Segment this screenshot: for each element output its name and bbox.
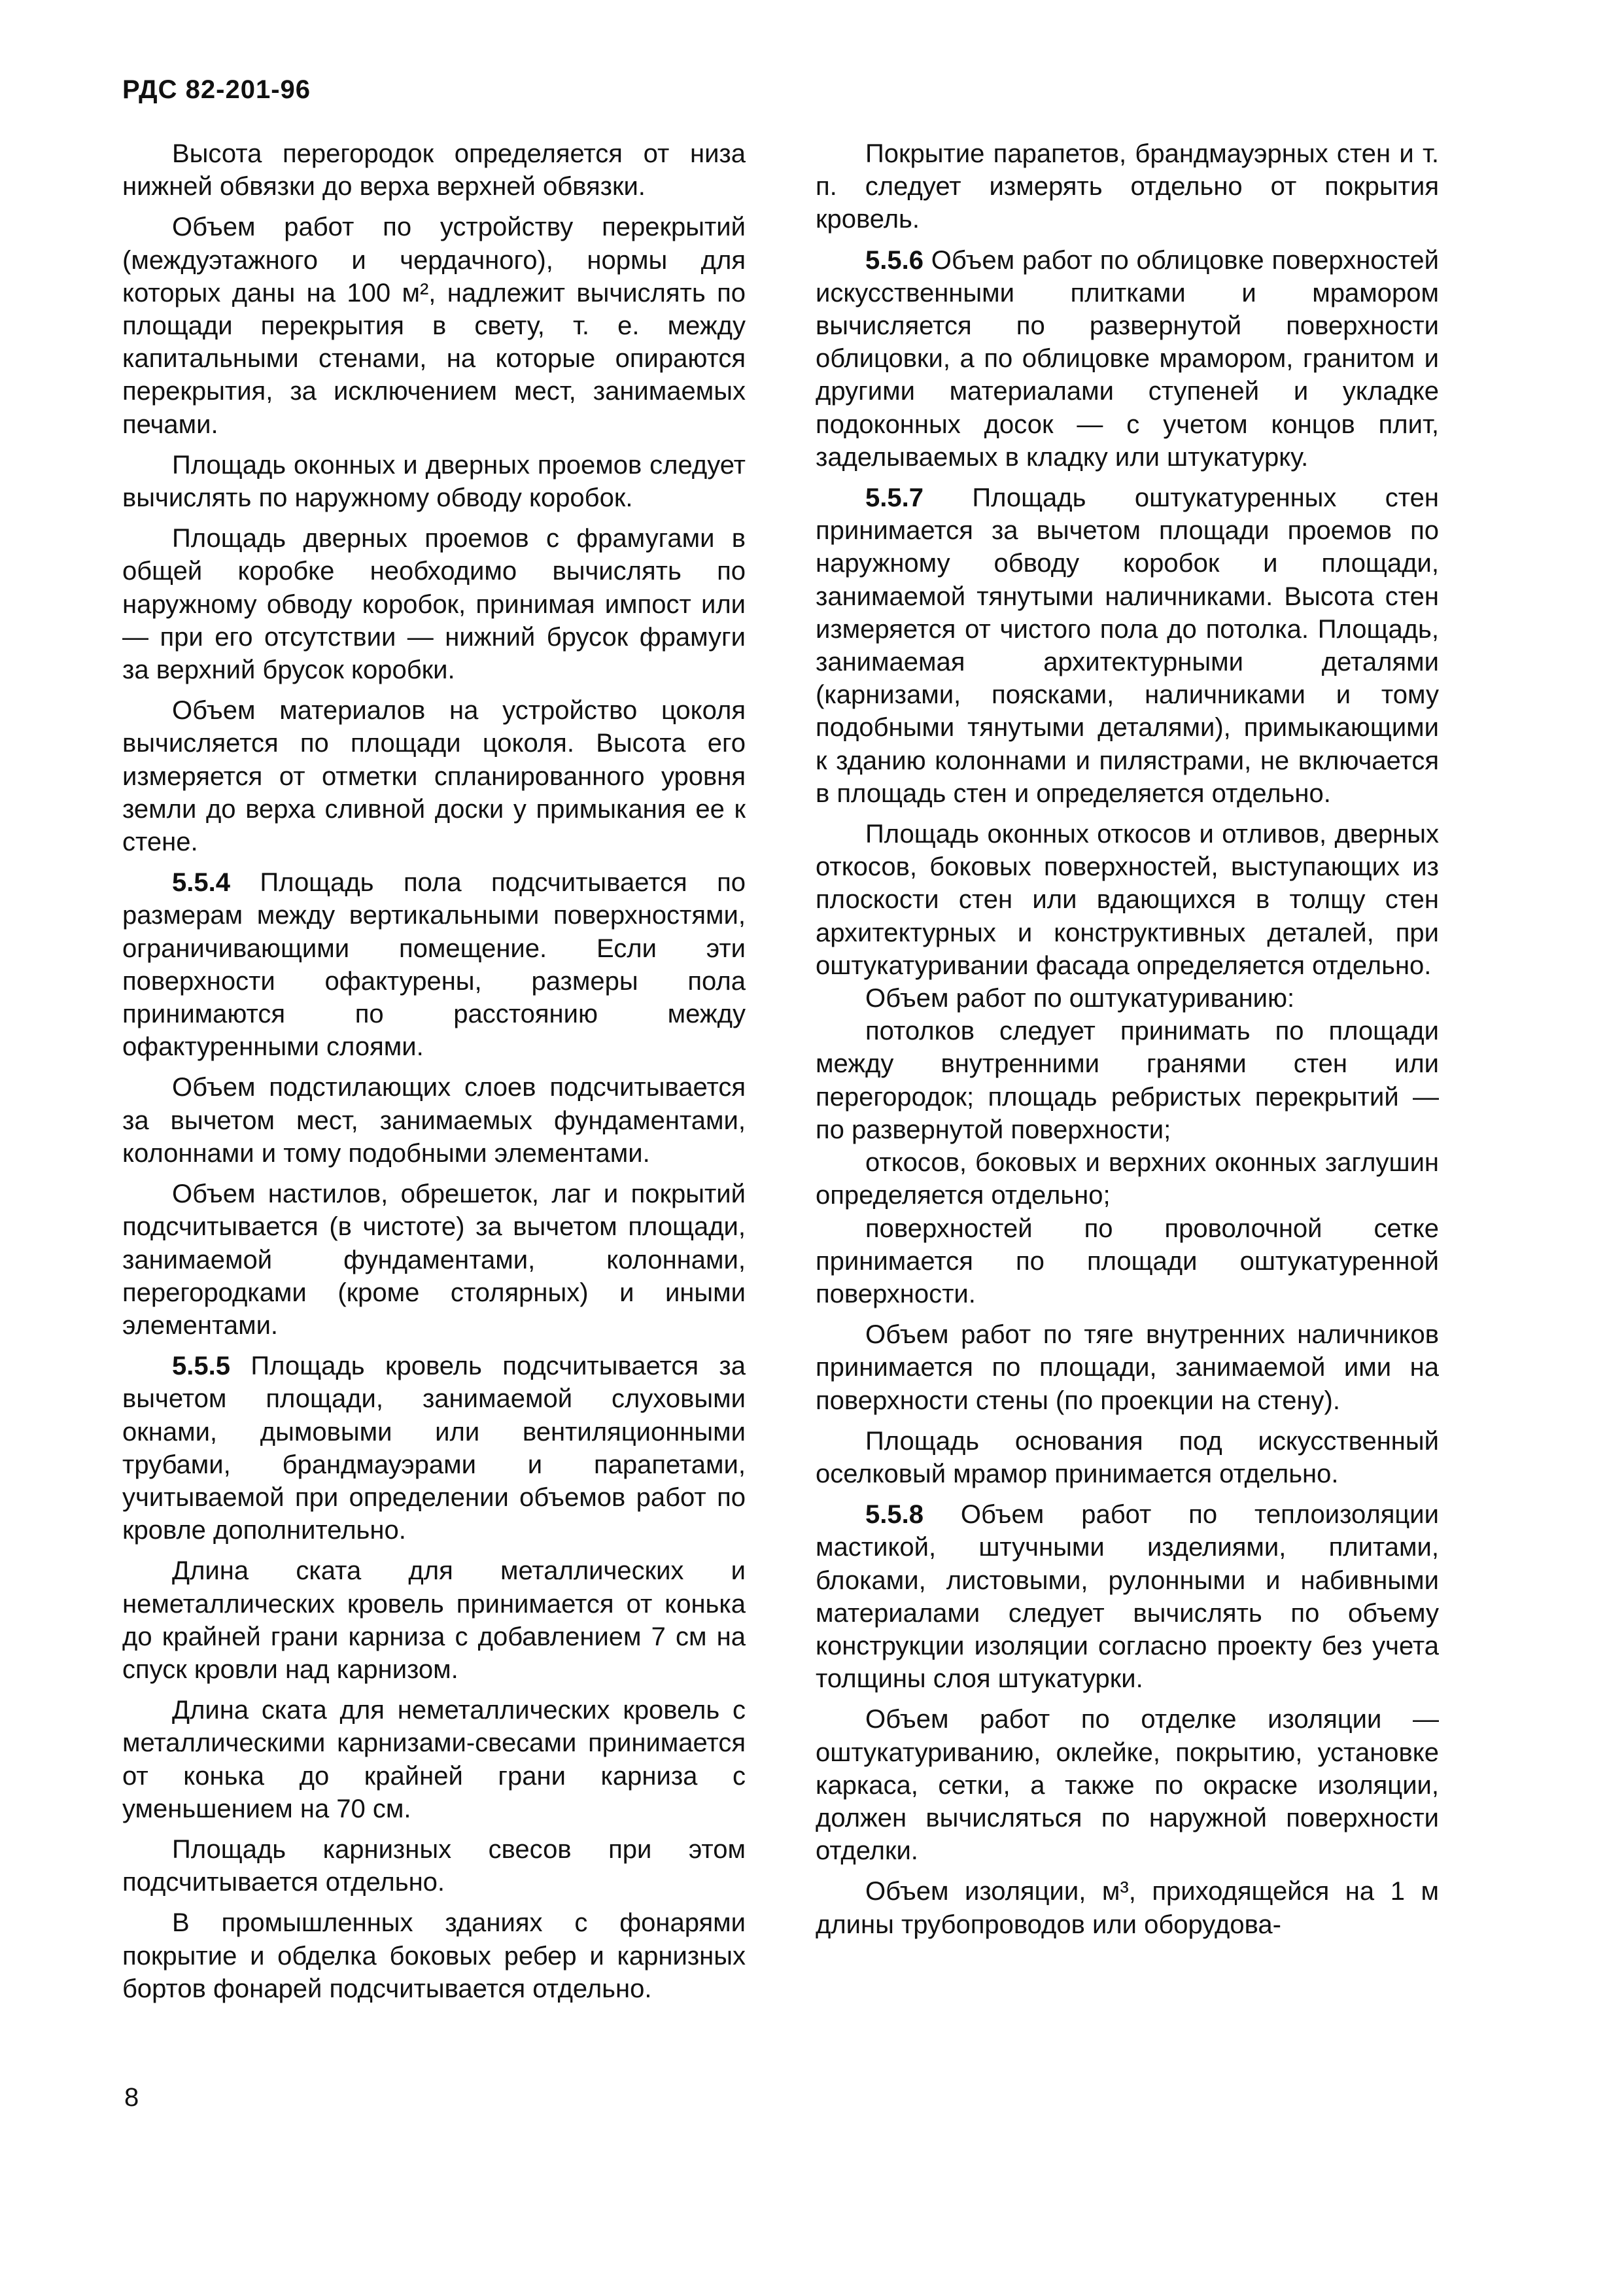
- paragraph-text: Объем материалов на устройство цоколя вычисляется по площади цоколя. Высота его измеряется от отметки спланированного уровня земли до верха сливной доски у примыкания ее к стене.: [122, 696, 746, 857]
- paragraph: [816, 1146, 1439, 1212]
- paragraph-text: потолков следует принимать по площади между внутренними гранями стен или перегородок; площадь ребристых перекрытий — по развернутой поверхности;: [816, 1017, 1439, 1144]
- paragraph: [816, 137, 1439, 236]
- paragraph: [122, 1350, 746, 1547]
- paragraph-text: Площадь основания под искусственный оселковый мрамор принимается отдельно.: [816, 1426, 1439, 1488]
- paragraph: [816, 482, 1439, 810]
- paragraph-text: Площадь оштукатуренных стен принимается за вычетом площади проемов по наружному обводу коробок и площади, занимаемой тянутыми наличниками. Высота стен измеряется от чистого пола до потолка. Площадь, занимаемая архитектурными деталями (карнизами, поясками, наличниками и тому подобными тянутыми деталями), примыкающими к зданию колоннами и пилястрами, не включается в площадь стен и определяется отдельно.: [816, 483, 1439, 808]
- paragraph-text: Площадь пола подсчитывается по размерам между вертикальными поверхностями, ограничивающими помещение. Если эти поверхности офактурены, размеры пола принимаются по расстоянию между офактуренными слоями.: [122, 868, 746, 1062]
- paragraph: [816, 1498, 1439, 1695]
- paragraph: [122, 1071, 746, 1170]
- paragraph-text: Площадь оконных откосов и отливов, дверных откосов, боковых поверхностей, выступающих из плоскости стен или вдающихся в толщу стен архитектурных и конструктивных деталей, при оштукатуривании фасада определяется отдельно.: [816, 820, 1439, 980]
- paragraph: [122, 866, 746, 1063]
- paragraph-text: В промышленных зданиях с фонарями покрытие и обделка боковых ребер и карнизных бортов фонарей подсчитывается отдельно.: [122, 1908, 746, 2003]
- paragraph-text: поверхностей по проволочной сетке принимается по площади оштукатуренной поверхности.: [816, 1214, 1439, 1308]
- section-number: 5.5.7: [865, 483, 924, 513]
- left-text-column: [122, 137, 746, 2005]
- paragraph: [122, 1694, 746, 1825]
- paragraph: [122, 1554, 746, 1686]
- paragraph-text: откосов, боковых и верхних оконных заглушин определяется отдельно;: [816, 1148, 1439, 1210]
- section-number: 5.5.4: [172, 868, 230, 898]
- paragraph-text: Длина ската для металлических и неметаллических кровель принимается от конька до крайней грани карниза с добавлением 7 см на спуск кровли над карнизом.: [122, 1556, 746, 1684]
- paragraph-text: Объем работ по устройству перекрытий (междуэтажного и чердачного), нормы для которых даны на 100 м², надлежит вычислять по площади перекрытия в свету, т. е. между капитальными стенами, на которые опираются перекрытия, за исключением мест, занимаемых печами.: [122, 213, 746, 439]
- paragraph-text: Объем работ по тяге внутренних наличников принимается по площади, занимаемой ими на поверхности стены (по проекции на стену).: [816, 1320, 1439, 1415]
- right-text-column: [816, 137, 1439, 1941]
- paragraph-text: Площадь дверных проемов с фрамугами в общей коробке необходимо вычислять по наружному обводу коробок, принимая импост или — при его отсутствии — нижний брусок фрамуги за верхний брусок коробки.: [122, 524, 746, 685]
- paragraph: [816, 982, 1439, 1015]
- paragraph-text: Объем настилов, обрешеток, лаг и покрытий подсчитывается (в чистоте) за вычетом площади, занимаемой фундаментами, колоннами, перегородками (кроме столярных) и иными элементами.: [122, 1180, 746, 1340]
- paragraph-text: Площадь карнизных свесов при этом подсчитывается отдельно.: [122, 1834, 746, 1897]
- paragraph: [122, 449, 746, 514]
- paragraph-text: Длина ската для неметаллических кровель с металлическими карнизами-свесами принимается от конька до крайней грани карниза с уменьшением на 70 см.: [122, 1696, 746, 1823]
- paragraph: [816, 1703, 1439, 1867]
- paragraph-text: Объем работ по отделке изоляции — оштукатуриванию, оклейке, покрытию, установке каркаса, сетки, а также по окраске изоляции, должен вычисляться по наружной поверхности отделки.: [816, 1705, 1439, 1866]
- document-code-header: РДС 82-201-96: [122, 75, 311, 104]
- paragraph: [122, 1906, 746, 2005]
- paragraph: [816, 1875, 1439, 1940]
- paragraph: [816, 818, 1439, 982]
- paragraph: [122, 694, 746, 858]
- paragraph-text: Высота перегородок определяется от низа нижней обвязки до верха верхней обвязки.: [122, 139, 746, 201]
- section-number: 5.5.6: [865, 245, 924, 275]
- paragraph-text: Объем работ по оштукатуриванию:: [865, 984, 1295, 1013]
- paragraph: [122, 1833, 746, 1899]
- paragraph-text: Объем работ по теплоизоляции мастикой, штучными изделиями, плитами, блоками, листовыми, рулонными и набивными материалами следует вычислять по объему конструкции изоляции согласно проекту без учета толщины слоя штукатурки.: [816, 1500, 1439, 1694]
- paragraph: [816, 244, 1439, 474]
- paragraph: [122, 211, 746, 440]
- page-number: 8: [124, 2083, 139, 2112]
- paragraph: [122, 137, 746, 203]
- paragraph: [816, 1318, 1439, 1417]
- paragraph: [816, 1212, 1439, 1311]
- paragraph: [816, 1015, 1439, 1146]
- paragraph-text: Объем изоляции, м³, приходящейся на 1 м длины трубопроводов или оборудова-: [816, 1877, 1439, 1939]
- paragraph-text: Покрытие парапетов, брандмауэрных стен и т. п. следует измерять отдельно от покрытия кровель.: [816, 139, 1439, 234]
- paragraph: [816, 1425, 1439, 1490]
- paragraph-text: Объем подстилающих слоев подсчитывается за вычетом мест, занимаемых фундаментами, колоннами и тому подобными элементами.: [122, 1073, 746, 1168]
- paragraph-text: Площадь оконных и дверных проемов следует вычислять по наружному обводу коробок.: [122, 450, 746, 513]
- section-number: 5.5.5: [172, 1352, 230, 1381]
- paragraph: [122, 522, 746, 686]
- paragraph-text: Площадь кровель подсчитывается за вычетом площади, занимаемой слуховыми окнами, дымовыми или вентиляционными трубами, брандмауэрами и парапетами, учитываемой при определении объемов работ по кровле дополнительно.: [122, 1352, 746, 1545]
- section-number: 5.5.8: [865, 1500, 924, 1530]
- paragraph: [122, 1178, 746, 1342]
- paragraph-text: Объем работ по облицовке поверхностей искусственными плитками и мрамором вычисляется по развернутой поверхности облицовки, а по облицовке мрамором, гранитом и другими материалами ступеней и укладке подоконных досок — с учетом концов плит, заделываемых в кладку или штукатурку.: [816, 245, 1439, 472]
